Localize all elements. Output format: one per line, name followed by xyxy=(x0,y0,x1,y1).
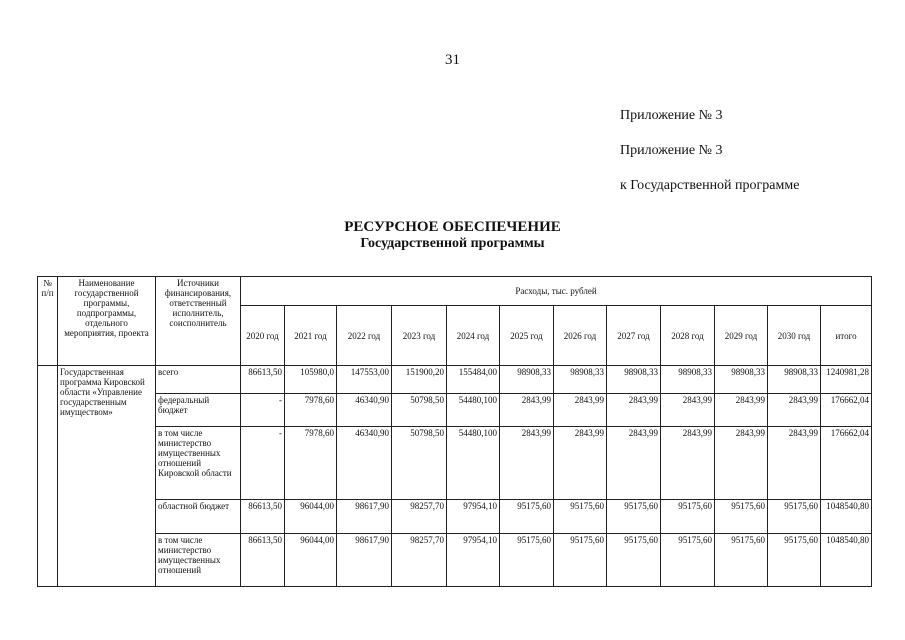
table-row xyxy=(38,500,872,534)
value-cell: 95175,60 xyxy=(500,534,554,587)
value-cell: 98908,33 xyxy=(554,366,607,394)
value-cell: 95175,60 xyxy=(661,500,715,534)
header-year: 2028 год xyxy=(661,306,715,366)
total-cell: 1048540,80 xyxy=(821,500,872,534)
row-number-cell xyxy=(38,366,58,587)
program-name: Государственная программа Кировской области «Управление государственным имуществом» xyxy=(58,366,156,587)
value-cell: 46340,90 xyxy=(337,394,392,427)
value-cell: 98908,33 xyxy=(768,366,821,394)
header-source: Источники финансирования, ответственный исполнитель, соисполнитель xyxy=(156,277,241,366)
value-cell: 50798,50 xyxy=(392,394,447,427)
value-cell: 98257,70 xyxy=(392,534,447,587)
value-cell: 147553,00 xyxy=(337,366,392,394)
value-cell: 95175,60 xyxy=(554,534,607,587)
value-cell: 98257,70 xyxy=(392,500,447,534)
value-cell: 2843,99 xyxy=(661,427,715,500)
value-cell: 97954,10 xyxy=(447,500,500,534)
value-cell: 151900,20 xyxy=(392,366,447,394)
value-cell: 54480,100 xyxy=(447,427,500,500)
value-cell: 95175,60 xyxy=(715,534,768,587)
value-cell: 95175,60 xyxy=(554,500,607,534)
total-cell: 1048540,80 xyxy=(821,534,872,587)
table-row xyxy=(38,534,872,587)
value-cell: 86613,50 xyxy=(241,500,285,534)
appendix-line-2: Приложение № 3 xyxy=(620,143,723,158)
value-cell: 2843,99 xyxy=(607,394,661,427)
value-cell: 96044,00 xyxy=(285,534,337,587)
header-year: 2023 год xyxy=(392,306,447,366)
value-cell: 2843,99 xyxy=(715,427,768,500)
value-cell: - xyxy=(241,394,285,427)
value-cell: 7978,60 xyxy=(285,394,337,427)
value-cell: 98908,33 xyxy=(607,366,661,394)
value-cell: 7978,60 xyxy=(285,427,337,500)
value-cell: 95175,60 xyxy=(607,534,661,587)
value-cell: 2843,99 xyxy=(768,427,821,500)
source-label: федеральный бюджет xyxy=(156,394,241,427)
value-cell: 98908,33 xyxy=(500,366,554,394)
value-cell: 86613,50 xyxy=(241,534,285,587)
header-year: 2030 год xyxy=(768,306,821,366)
header-total: итого xyxy=(821,306,872,366)
header-year: 2020 год xyxy=(241,306,285,366)
header-year: 2026 год xyxy=(554,306,607,366)
value-cell: 155484,00 xyxy=(447,366,500,394)
header-year: 2024 год xyxy=(447,306,500,366)
value-cell: 2843,99 xyxy=(715,394,768,427)
document-title: РЕСУРСНОЕ ОБЕСПЕЧЕНИЕ xyxy=(344,219,561,235)
source-label: всего xyxy=(156,366,241,394)
header-year: 2027 год xyxy=(607,306,661,366)
table-row xyxy=(38,394,872,427)
header-year: 2021 год xyxy=(285,306,337,366)
value-cell: 98617,90 xyxy=(337,500,392,534)
table-row xyxy=(38,366,872,394)
total-cell: 1240981,28 xyxy=(821,366,872,394)
header-year: 2025 год xyxy=(500,306,554,366)
value-cell: 2843,99 xyxy=(607,427,661,500)
value-cell: 98908,33 xyxy=(715,366,768,394)
value-cell: - xyxy=(241,427,285,500)
value-cell: 2843,99 xyxy=(500,427,554,500)
header-name: Наименование государственной программы, подпрограммы, отдельного мероприятия, проекта xyxy=(58,277,156,366)
value-cell: 2843,99 xyxy=(768,394,821,427)
table-row xyxy=(38,427,872,500)
source-label: в том числе министерство имущественных отношений xyxy=(156,534,241,587)
value-cell: 46340,90 xyxy=(337,427,392,500)
appendix-line-1: Приложение № 3 xyxy=(620,108,723,123)
value-cell: 2843,99 xyxy=(554,427,607,500)
source-label: областной бюджет xyxy=(156,500,241,534)
value-cell: 2843,99 xyxy=(554,394,607,427)
value-cell: 86613,50 xyxy=(241,366,285,394)
value-cell: 95175,60 xyxy=(768,500,821,534)
value-cell: 96044,00 xyxy=(285,500,337,534)
header-year: 2022 год xyxy=(337,306,392,366)
source-label: в том числе министерство имущественных отношений Кировской области xyxy=(156,427,241,500)
value-cell: 95175,60 xyxy=(715,500,768,534)
value-cell: 2843,99 xyxy=(661,394,715,427)
value-cell: 95175,60 xyxy=(768,534,821,587)
value-cell: 54480,100 xyxy=(447,394,500,427)
value-cell: 50798,50 xyxy=(392,427,447,500)
total-cell: 176662,04 xyxy=(821,394,872,427)
header-no: № п/п xyxy=(38,277,58,366)
value-cell: 105980,0 xyxy=(285,366,337,394)
value-cell: 98908,33 xyxy=(661,366,715,394)
document-subtitle: Государственной программы xyxy=(360,236,545,251)
header-year: 2029 год xyxy=(715,306,768,366)
header-expenses: Расходы, тыс. рублей xyxy=(241,277,872,306)
value-cell: 95175,60 xyxy=(500,500,554,534)
value-cell: 95175,60 xyxy=(661,534,715,587)
page-number: 31 xyxy=(445,52,460,68)
value-cell: 98617,90 xyxy=(337,534,392,587)
value-cell: 97954,10 xyxy=(447,534,500,587)
resource-table xyxy=(37,276,872,587)
total-cell: 176662,04 xyxy=(821,427,872,500)
appendix-line-3: к Государственной программе xyxy=(620,178,800,193)
value-cell: 2843,99 xyxy=(500,394,554,427)
value-cell: 95175,60 xyxy=(607,500,661,534)
